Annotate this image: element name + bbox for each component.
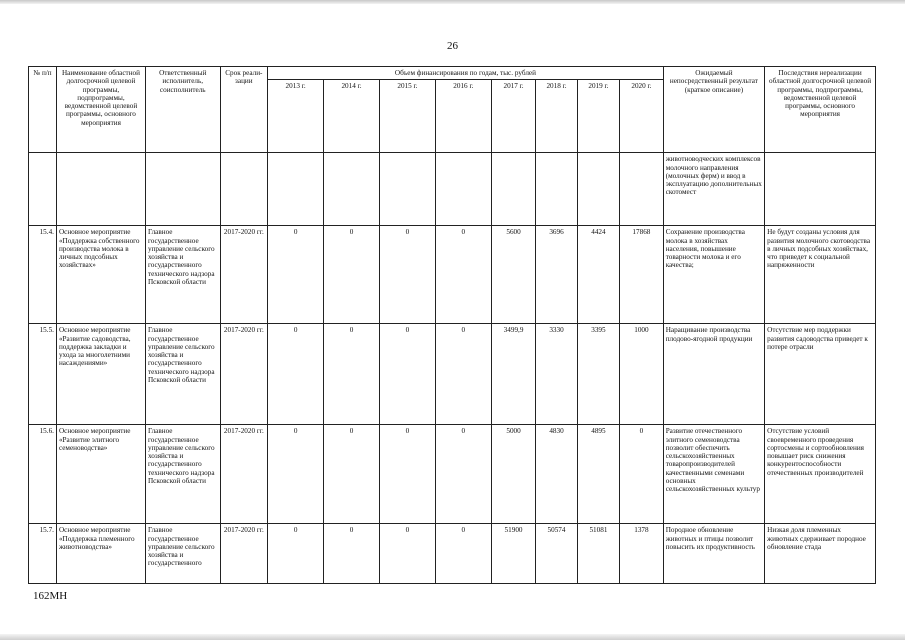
header-year: 2016 г. bbox=[435, 80, 491, 153]
value-cell: 3696 bbox=[536, 226, 577, 324]
table-row bbox=[29, 425, 876, 524]
scan-bottom-edge bbox=[0, 634, 905, 640]
row-number: 15.5. bbox=[29, 324, 57, 425]
header-consequences: Последствия нереализации областной долгосрочной целевой программы, подпрограммы, ведомственной целевой программы, основного мероприятия bbox=[765, 67, 876, 153]
measure-name: Основное мероприятие «Поддержка собственного производства молока в личных подсобных хозяйствах» bbox=[56, 226, 145, 324]
value-cell: 3499,9 bbox=[491, 324, 536, 425]
term-cell: 2017-2020 гг. bbox=[220, 524, 268, 584]
value-cell: 0 bbox=[268, 425, 324, 524]
value-cell: 0 bbox=[620, 425, 664, 524]
value-cell: 0 bbox=[324, 226, 380, 324]
header-year: 2013 г. bbox=[268, 80, 324, 153]
footer-code: 162МН bbox=[33, 590, 68, 602]
header-year: 2017 г. bbox=[491, 80, 536, 153]
measure-name: Основное мероприятие «Развитие элитного семеноводства» bbox=[56, 425, 145, 524]
value-cell: 4424 bbox=[577, 226, 619, 324]
page-number: 26 bbox=[447, 40, 458, 52]
row-number: 15.7. bbox=[29, 524, 57, 584]
value-cell: 3395 bbox=[577, 324, 619, 425]
value-cell: 0 bbox=[379, 524, 435, 584]
term-cell: 2017-2020 гг. bbox=[220, 425, 268, 524]
table-row bbox=[29, 226, 876, 324]
value-cell: 0 bbox=[268, 226, 324, 324]
value-cell: 0 bbox=[379, 226, 435, 324]
value-cell: 0 bbox=[268, 324, 324, 425]
header-year: 2015 г. bbox=[379, 80, 435, 153]
row-number: 15.6. bbox=[29, 425, 57, 524]
value-cell: 5600 bbox=[491, 226, 536, 324]
header-funding: Объем финансирования по годам, тыс. рублей bbox=[268, 67, 664, 80]
table-row-continuation bbox=[29, 153, 876, 226]
executor-cell: Главное государственное управление сельского хозяйства и государственного bbox=[145, 524, 220, 584]
consequences-cell: Низкая доля племенных животных сдерживает породное обновление стада bbox=[765, 524, 876, 584]
term-cell: 2017-2020 гг. bbox=[220, 226, 268, 324]
value-cell: 17868 bbox=[620, 226, 664, 324]
header-year: 2018 г. bbox=[536, 80, 577, 153]
table-row bbox=[29, 524, 876, 584]
value-cell: 1000 bbox=[620, 324, 664, 425]
executor-cell: Главное государственное управление сельского хозяйства и государственного технического надзора Псковской области bbox=[145, 425, 220, 524]
row-number: 15.4. bbox=[29, 226, 57, 324]
consequences-cell: Не будут созданы условия для развития молочного скотоводства в личных подсобных хозяйствах, что приведет к социальной напряженности bbox=[765, 226, 876, 324]
value-cell: 0 bbox=[435, 226, 491, 324]
value-cell: 51081 bbox=[577, 524, 619, 584]
consequences-cell: Отсутствие условий своевременного проведения сортосмены и сортообновления повышает риск снижения конкурентоспособности отечественных производителей bbox=[765, 425, 876, 524]
value-cell: 4830 bbox=[536, 425, 577, 524]
header-year: 2019 г. bbox=[577, 80, 619, 153]
table-row bbox=[29, 324, 876, 425]
executor-cell: Главное государственное управление сельского хозяйства и государственного технического надзора Псковской области bbox=[145, 226, 220, 324]
value-cell: 0 bbox=[268, 524, 324, 584]
header-result: Ожидаемый непосредственный результат (краткое описание) bbox=[663, 67, 764, 153]
measure-name: Основное мероприятие «Поддержка племенного животноводства» bbox=[56, 524, 145, 584]
result-cell: Развитие отечественного элитного семеноводства позволит обеспечить сельскохозяйственных товаропроизводителей качественными семенами основных сельскохозяйственных культур bbox=[663, 425, 764, 524]
result-cell: животноводческих комплексов молочного направления (молочных ферм) и ввод в эксплуатацию дополнительных скотомест bbox=[663, 153, 764, 226]
header-executor: Ответственный исполнитель, соисполнитель bbox=[145, 67, 220, 153]
header-year: 2014 г. bbox=[324, 80, 380, 153]
value-cell: 0 bbox=[435, 524, 491, 584]
value-cell: 0 bbox=[324, 324, 380, 425]
value-cell: 4895 bbox=[577, 425, 619, 524]
funding-table bbox=[28, 66, 876, 584]
result-cell: Наращивание производства плодово-ягодной продукции bbox=[663, 324, 764, 425]
scan-top-edge bbox=[0, 0, 905, 4]
value-cell: 5000 bbox=[491, 425, 536, 524]
term-cell: 2017-2020 гг. bbox=[220, 324, 268, 425]
executor-cell: Главное государственное управление сельского хозяйства и государственного технического надзора Псковской области bbox=[145, 324, 220, 425]
value-cell: 0 bbox=[379, 425, 435, 524]
result-cell: Сохранение производства молока в хозяйствах населения, повышение товарности молока и его качества; bbox=[663, 226, 764, 324]
header-name: Наименование областной долгосрочной целевой программы, подпрограммы, ведомственной целевой программы, основного мероприятия bbox=[56, 67, 145, 153]
value-cell: 50574 bbox=[536, 524, 577, 584]
value-cell: 1378 bbox=[620, 524, 664, 584]
measure-name: Основное мероприятие «Развитие садоводства, поддержка закладки и ухода за многолетними насаждениями» bbox=[56, 324, 145, 425]
result-cell: Породное обновление животных и птицы позволит повысить их продуктивность bbox=[663, 524, 764, 584]
consequences-cell: Отсутствие мер поддержки развития садоводства приведет к потере отрасли bbox=[765, 324, 876, 425]
value-cell: 0 bbox=[435, 324, 491, 425]
header-term: Срок реали-зации bbox=[220, 67, 268, 153]
value-cell: 3330 bbox=[536, 324, 577, 425]
value-cell: 51900 bbox=[491, 524, 536, 584]
value-cell: 0 bbox=[379, 324, 435, 425]
header-num: № п/п bbox=[29, 67, 57, 153]
value-cell: 0 bbox=[435, 425, 491, 524]
value-cell: 0 bbox=[324, 425, 380, 524]
value-cell: 0 bbox=[324, 524, 380, 584]
header-year: 2020 г. bbox=[620, 80, 664, 153]
